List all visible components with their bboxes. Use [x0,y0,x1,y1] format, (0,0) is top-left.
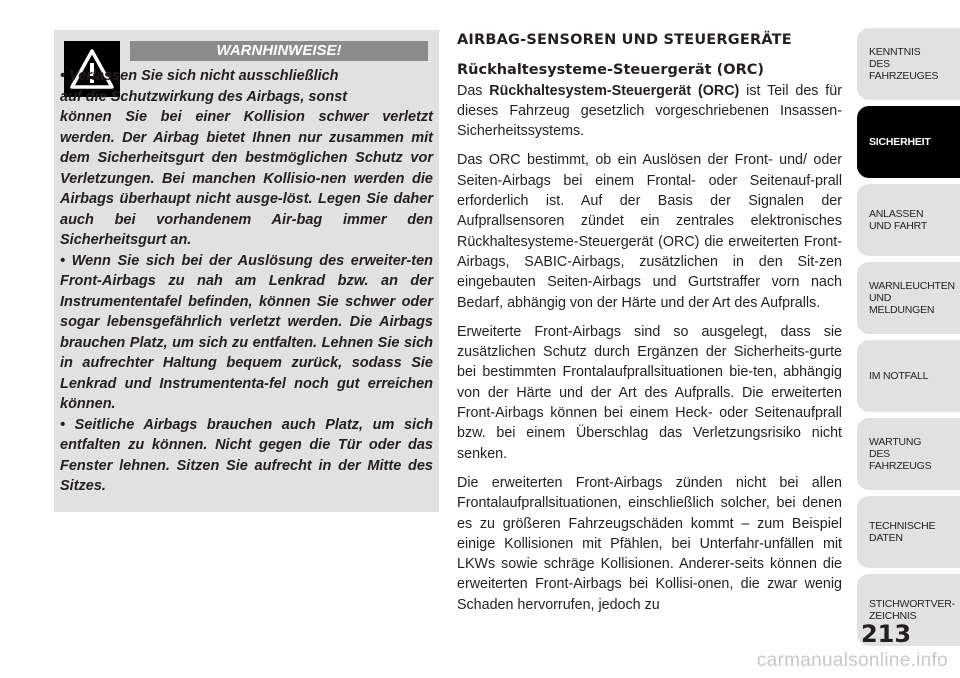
tab-label: ANLASSEN UND FAHRT [869,208,928,232]
tab-technische-daten[interactable] [857,496,960,568]
tab-label: WARNLEUCHTEN UND MELDUNGEN [869,280,955,316]
warning-bullet-2: • Wenn Sie sich bei der Auslösung des erweiter-ten Front-Airbags zu nah am Lenkrad bzw. an der Instrumententafel befinden, können Sie schwer oder sogar lebensgefährlich verletzt werden. Die Airbags brauchen Platz, um sich zu entfalten. Lehnen Sie sich in aufrechter Haltung bequem zurück, sodass Sie Lenkrad und Instrumententa-fel noch gut erreichen können. [60,252,433,412]
paragraph-3: Erweiterte Front-Airbags sind so ausgelegt, dass sie zusätzlichen Schutz durch Ergänzen der Sicherheits-gurte bei bestimmten Frontalaufprallsituationen bie-ten, abhängig von der Härte und der Art des Aufpralls. Die erweiterten Front-Airbags können bei einem Heck- oder Seitenaufprall bzw. bei einem Überschlag das Verletzungsrisiko nicht senken. [457,323,842,462]
warning-box [54,30,439,512]
section-heading: AIRBAG-SENSOREN UND STEUERGERÄTE [457,32,792,48]
subsection-heading: Rückhaltesysteme-Steuergerät (ORC) [457,62,765,79]
tab-label: SICHERHEIT [869,136,931,148]
tab-im-notfall[interactable] [857,340,960,412]
paragraph-1-bold: Rückhaltesystem-Steuergerät (ORC) [489,82,740,99]
paragraph-4: Die erweiterten Front-Airbags zünden nicht bei allen Frontalaufprallsituationen, einschließlich solcher, bei denen es zu größeren Fahrzeugschäden kommt – zum Beispiel einige Kollisionen mit Pfählen, bei Unterfahr-unfällen mit LKWs sowie schräge Kollisionen. Anderer-seits können die erweiterten Front-Airbags bei Kollisi-onen, die zwar wenig Schaden hervorrufen, jedoch zu [457,474,842,613]
tab-sicherheit[interactable] [857,106,960,178]
tab-kenntnis-des-fahrzeuges[interactable] [857,28,960,100]
tab-label: WARTUNG DES FAHRZEUGS [869,436,932,472]
tab-wartung-des-fahrzeugs[interactable] [857,418,960,490]
tab-anlassen-und-fahrt[interactable] [857,184,960,256]
tab-label: STICHWORTVER- ZEICHNIS [869,598,955,622]
chapter-tabs [857,28,960,652]
paragraph-2: Das ORC bestimmt, ob ein Auslösen der Front- und/ oder Seiten-Airbags bei einem Frontal- oder Seitenauf-prall erforderlich ist. Auf der Basis der Signalen der Aufprallsensoren zündet ein zentrales elektronisches Rückhaltesysteme-Steuergerät (ORC) die erweiterten Front-Airbags, SABIC-Airbags, zusätzlichen in den Sit-zen eingebauten Seiten-Airbags und Gurtstraffer vorn nach Bedarf, abhängig von der Härte und der Art des Aufpralls. [457,152,842,311]
tab-label: TECHNISCHE DATEN [869,520,936,544]
watermark: carmanualsonline.info [756,650,948,671]
warning-bullet-1-rest: können Sie bei einer Kollision schwer verletzt werden. Der Airbag bietet Ihnen nur zusammen mit dem Sicherheitsgurt den bestmöglichen Schutz vor Verletzungen. Bei manchen Kollisio-nen werden die Airbags überhaupt nicht ausge-löst. Legen Sie daher auch bei vorhandenem Air-bag immer den Sicherheitsgurt an. [60,109,433,248]
tab-label: KENNTNIS DES FAHRZEUGES [869,46,939,82]
tab-warnleuchten-und-meldungen[interactable] [857,262,960,334]
warning-bullet-1-line-2: auf die Schutzwirkung des Airbags, sonst [60,88,348,105]
page-number: 213 [860,620,912,648]
tab-label: IM NOTFALL [869,370,929,382]
main-content [457,30,842,624]
warning-text [60,66,433,497]
warning-bullet-1-line-1: • Verlassen Sie sich nicht ausschließlich [60,68,339,84]
paragraph-1-prefix: Das [457,82,490,99]
paragraph-1-rest: ist Teil des für dieses Fahrzeug gesetzlich vorgeschriebenen Insassen-Sicherheitssystems. [457,82,842,140]
paragraph-1 [457,81,842,142]
warning-bullet-3: • Seitliche Airbags brauchen auch Platz, um sich entfalten zu können. Nicht gegen die Tür oder das Fenster lehnen. Sitzen Sie aufrecht in der Mitte des Sitzes. [60,416,433,494]
warning-title: WARNHINWEISE! [130,41,428,61]
